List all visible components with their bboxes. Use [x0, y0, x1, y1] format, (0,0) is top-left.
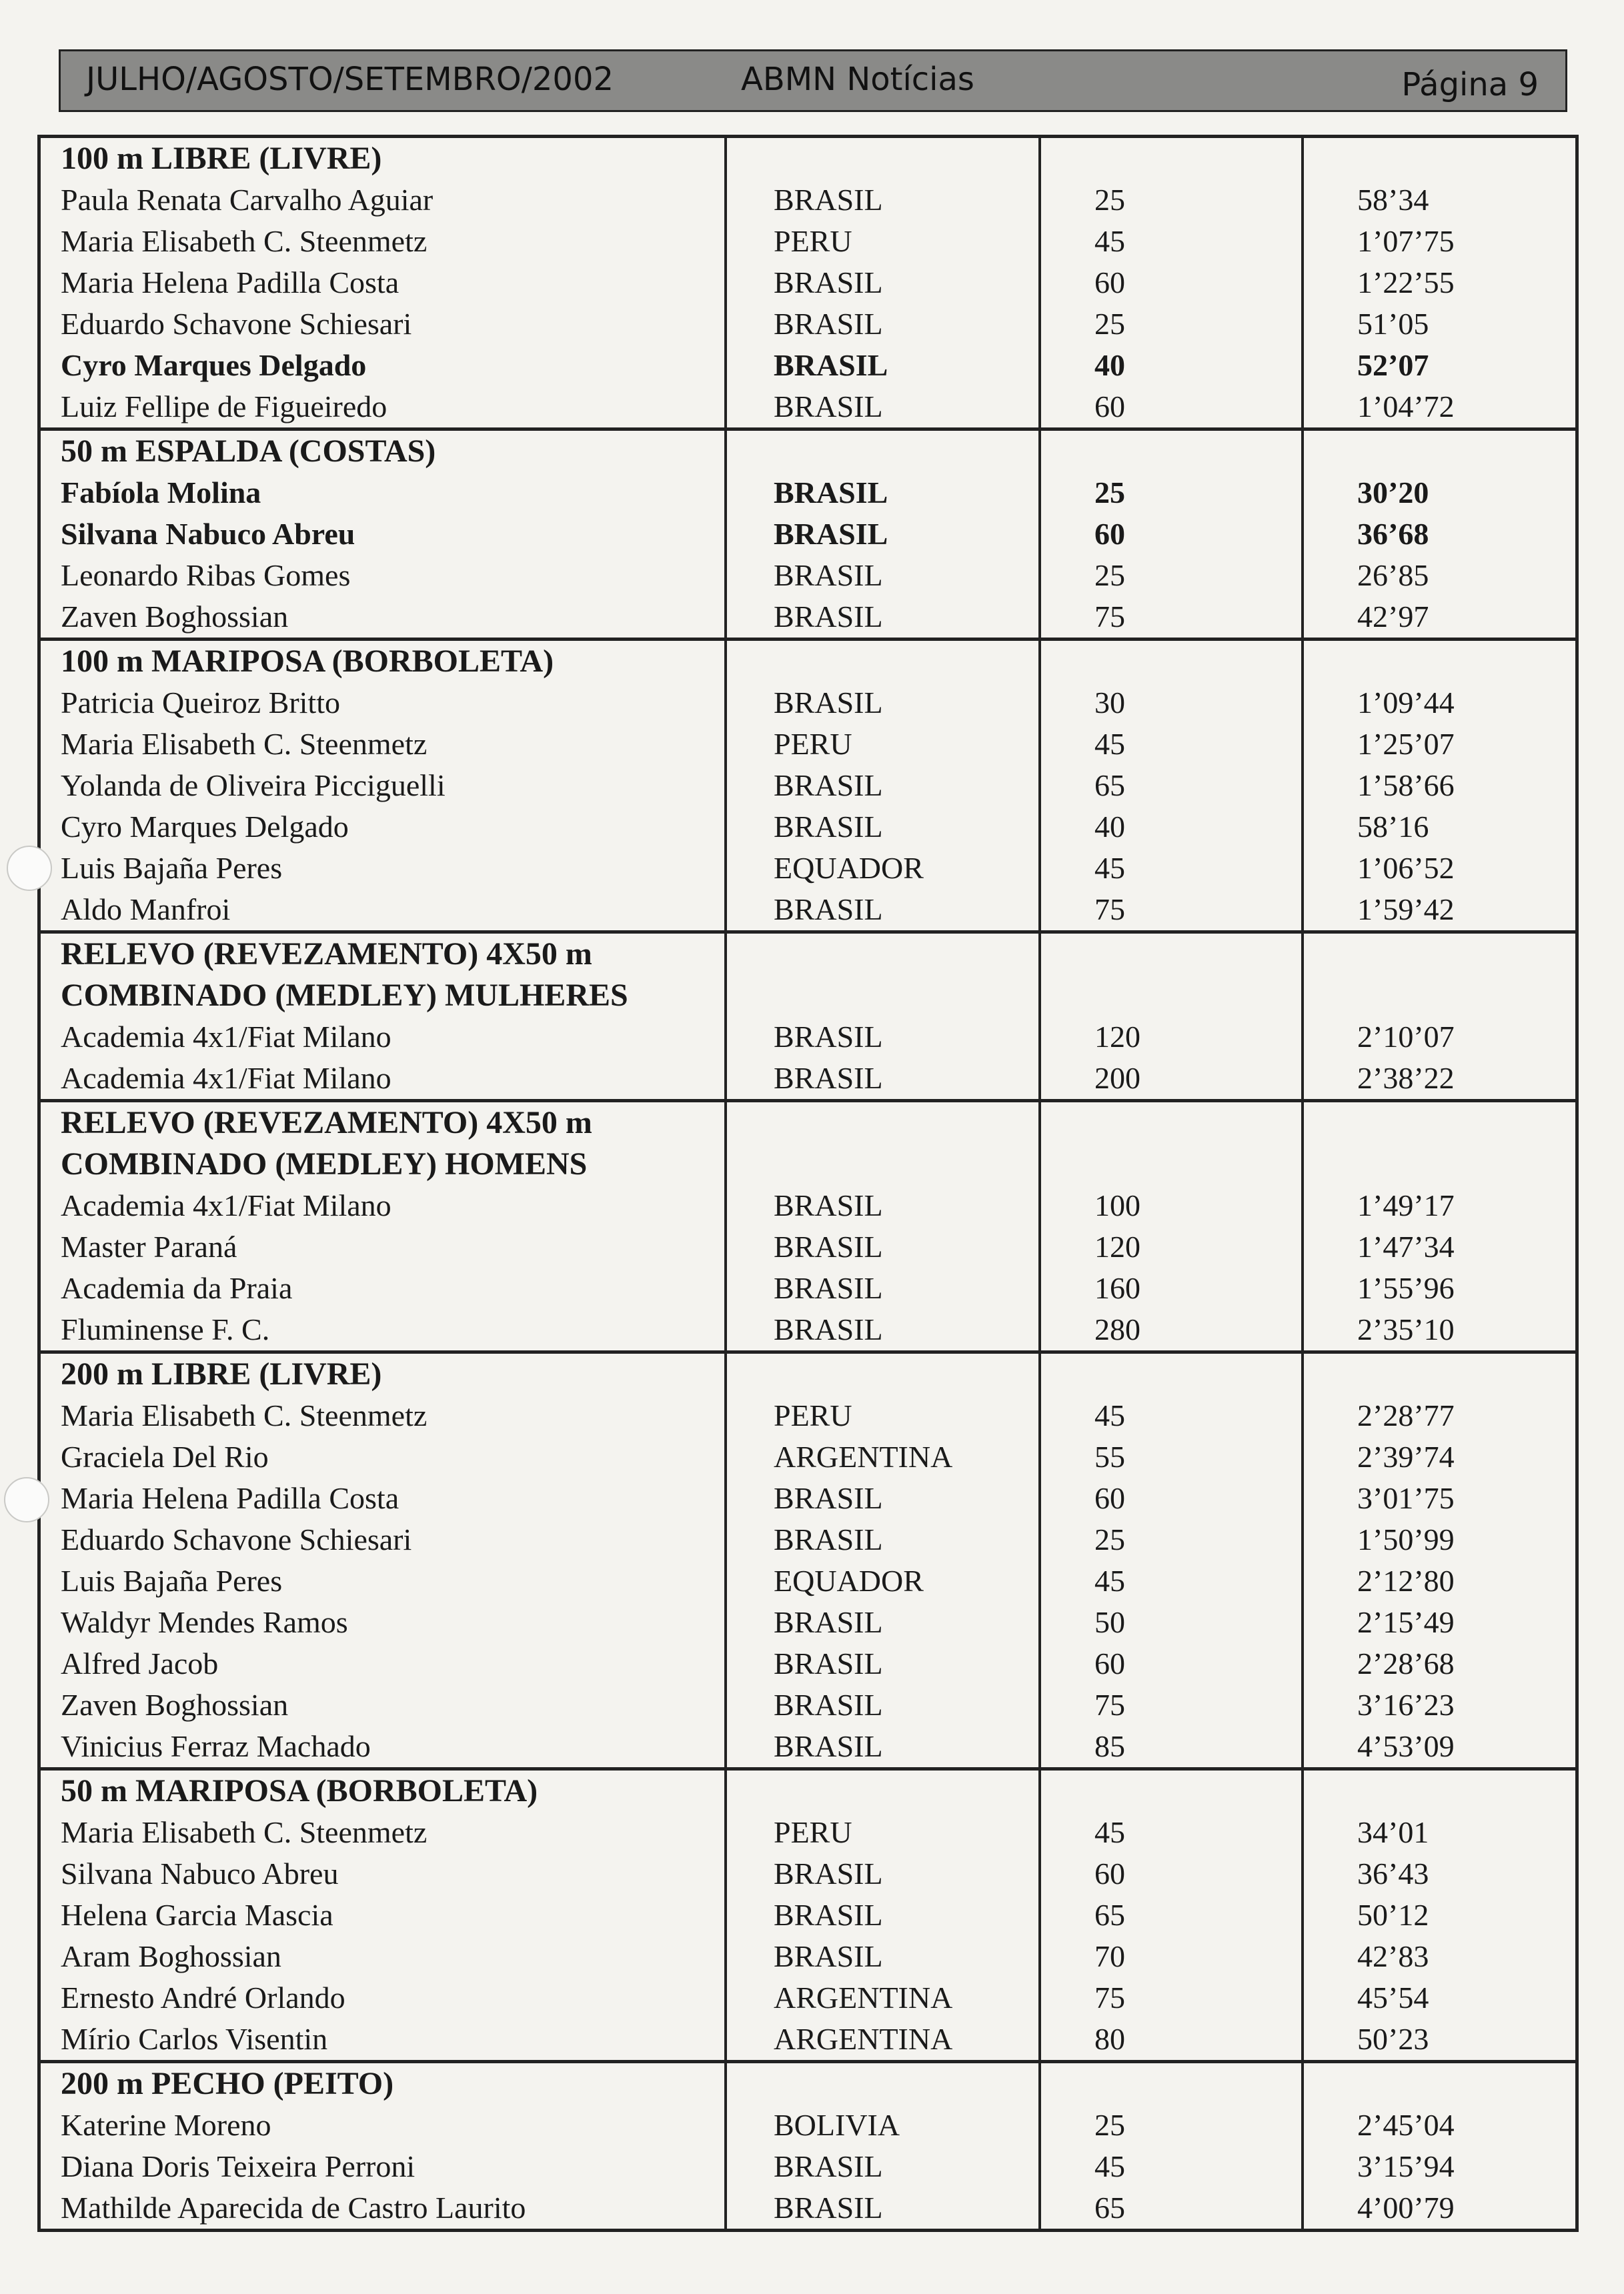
- empty-cell: [726, 1101, 1040, 1144]
- table-row: [41, 179, 1575, 221]
- age-category: 45: [1040, 221, 1303, 262]
- table-row: [41, 1436, 1575, 1478]
- age-category: 30: [1040, 682, 1303, 724]
- age-category: 280: [1040, 1309, 1303, 1352]
- result-time: 50’12: [1303, 1895, 1575, 1936]
- swimmer-name: Maria Helena Padilla Costa: [61, 1481, 399, 1515]
- page-number: Página 9: [1401, 66, 1539, 103]
- empty-cell: [1303, 1769, 1575, 1813]
- swimmer-name: Maria Elisabeth C. Steenmetz: [61, 1398, 428, 1432]
- swimmer-name: Patricia Queiroz Britto: [61, 686, 340, 720]
- result-time: 1’47’34: [1303, 1226, 1575, 1268]
- age-category: 45: [1040, 2146, 1303, 2187]
- age-category: 55: [1040, 1436, 1303, 1478]
- table-row: [41, 2019, 1575, 2062]
- result-time: 2’35’10: [1303, 1309, 1575, 1352]
- country: ARGENTINA: [726, 2019, 1040, 2062]
- section-header: [41, 1101, 1575, 1144]
- result-time: 42’97: [1303, 596, 1575, 640]
- empty-cell: [726, 1769, 1040, 1813]
- age-category: 100: [1040, 1185, 1303, 1226]
- table-row: [41, 386, 1575, 429]
- country: BRASIL: [726, 1726, 1040, 1769]
- age-category: 75: [1040, 596, 1303, 640]
- country: BRASIL: [726, 2146, 1040, 2187]
- age-category: 120: [1040, 1226, 1303, 1268]
- age-category: 25: [1040, 472, 1303, 513]
- swimmer-name: Vinicius Ferraz Machado: [61, 1729, 371, 1763]
- empty-cell: [1303, 429, 1575, 473]
- empty-cell: [1040, 2062, 1303, 2105]
- age-category: 60: [1040, 513, 1303, 555]
- swimmer-name: Maria Elisabeth C. Steenmetz: [61, 1815, 428, 1849]
- age-category: 25: [1040, 555, 1303, 596]
- country: BRASIL: [726, 1058, 1040, 1101]
- result-time: 45’54: [1303, 1977, 1575, 2019]
- swimmer-name: Mírio Carlos Visentin: [61, 2022, 328, 2056]
- event-title: 50 m ESPALDA (COSTAS): [41, 429, 726, 473]
- country: BRASIL: [726, 2187, 1040, 2229]
- result-time: 2’38’22: [1303, 1058, 1575, 1101]
- event-title: 100 m MARIPOSA (BORBOLETA): [41, 640, 726, 683]
- empty-cell: [1040, 932, 1303, 976]
- event-title: RELEVO (REVEZAMENTO) 4X50 m: [41, 1101, 726, 1144]
- empty-cell: [1303, 640, 1575, 683]
- publication-title: ABMN Notícias: [741, 61, 974, 98]
- age-category: 60: [1040, 1478, 1303, 1519]
- section-header: [41, 640, 1575, 683]
- event-title: RELEVO (REVEZAMENTO) 4X50 m: [41, 932, 726, 976]
- table-row: [41, 262, 1575, 303]
- swimmer-name: Silvana Nabuco Abreu: [61, 1857, 339, 1891]
- table-row: [41, 1309, 1575, 1352]
- table-row: [41, 345, 1575, 386]
- result-time: 2’28’77: [1303, 1395, 1575, 1436]
- table-row: [41, 1936, 1575, 1977]
- swimmer-name: Aram Boghossian: [61, 1939, 281, 1973]
- result-time: 4’00’79: [1303, 2187, 1575, 2229]
- age-category: 60: [1040, 1853, 1303, 1895]
- country: BRASIL: [726, 262, 1040, 303]
- table-row: [41, 1268, 1575, 1309]
- table-row: [41, 848, 1575, 889]
- empty-cell: [1040, 640, 1303, 683]
- country: BRASIL: [726, 472, 1040, 513]
- swimmer-name: Academia da Praia: [61, 1271, 293, 1305]
- empty-cell: [1303, 137, 1575, 180]
- result-time: 42’83: [1303, 1936, 1575, 1977]
- empty-cell: [1303, 975, 1575, 1016]
- table-row: [41, 1726, 1575, 1769]
- result-time: 2’28’68: [1303, 1643, 1575, 1684]
- swimmer-name: Master Paraná: [61, 1230, 237, 1264]
- age-category: 80: [1040, 2019, 1303, 2062]
- table-row: [41, 221, 1575, 262]
- table-row: [41, 1812, 1575, 1853]
- swimmer-name: Katerine Moreno: [61, 2108, 271, 2142]
- age-category: 120: [1040, 1016, 1303, 1058]
- result-time: 1’09’44: [1303, 682, 1575, 724]
- empty-cell: [726, 932, 1040, 976]
- country: BOLIVIA: [726, 2105, 1040, 2146]
- empty-cell: [1303, 1352, 1575, 1396]
- country: BRASIL: [726, 386, 1040, 429]
- event-title: 200 m PECHO (PEITO): [41, 2062, 726, 2105]
- swimmer-name: Waldyr Mendes Ramos: [61, 1605, 348, 1639]
- table-row: [41, 1478, 1575, 1519]
- swimmer-name: Helena Garcia Mascia: [61, 1898, 333, 1932]
- table-row: [41, 1058, 1575, 1101]
- result-time: 2’10’07: [1303, 1016, 1575, 1058]
- page-header: [59, 49, 1567, 112]
- section-header: [41, 975, 1575, 1016]
- country: BRASIL: [726, 303, 1040, 345]
- swimmer-name: Fabíola Molina: [61, 475, 261, 509]
- age-category: 60: [1040, 386, 1303, 429]
- swimmer-name: Academia 4x1/Fiat Milano: [61, 1061, 391, 1095]
- section-header: [41, 429, 1575, 473]
- empty-cell: [726, 1352, 1040, 1396]
- table-row: [41, 303, 1575, 345]
- table-row: [41, 2105, 1575, 2146]
- event-title: COMBINADO (MEDLEY) HOMENS: [61, 1146, 588, 1182]
- country: BRASIL: [726, 1684, 1040, 1726]
- table-row: [41, 1560, 1575, 1602]
- country: EQUADOR: [726, 1560, 1040, 1602]
- result-time: 1’06’52: [1303, 848, 1575, 889]
- swimmer-name: Maria Elisabeth C. Steenmetz: [61, 727, 428, 761]
- result-time: 30’20: [1303, 472, 1575, 513]
- table-row: [41, 1395, 1575, 1436]
- country: PERU: [726, 1812, 1040, 1853]
- country: BRASIL: [726, 1309, 1040, 1352]
- country: BRASIL: [726, 806, 1040, 848]
- result-time: 2’45’04: [1303, 2105, 1575, 2146]
- table-row: [41, 555, 1575, 596]
- country: BRASIL: [726, 1478, 1040, 1519]
- swimmer-name: Luis Bajaña Peres: [61, 1564, 283, 1598]
- country: BRASIL: [726, 1016, 1040, 1058]
- event-title: 50 m MARIPOSA (BORBOLETA): [41, 1769, 726, 1813]
- swimmer-name: Luis Bajaña Peres: [61, 851, 283, 885]
- table-row: [41, 1895, 1575, 1936]
- section-header: [41, 1352, 1575, 1396]
- swimmer-name: Fluminense F. C.: [61, 1312, 270, 1346]
- country: BRASIL: [726, 1643, 1040, 1684]
- table-row: [41, 889, 1575, 932]
- age-category: 25: [1040, 303, 1303, 345]
- table-row: [41, 1016, 1575, 1058]
- age-category: 45: [1040, 1812, 1303, 1853]
- country: BRASIL: [726, 1519, 1040, 1560]
- empty-cell: [1040, 429, 1303, 473]
- result-time: 1’58’66: [1303, 765, 1575, 806]
- table-row: [41, 1519, 1575, 1560]
- age-category: 45: [1040, 1560, 1303, 1602]
- country: ARGENTINA: [726, 1436, 1040, 1478]
- age-category: 40: [1040, 806, 1303, 848]
- age-category: 85: [1040, 1726, 1303, 1769]
- results-table: [37, 135, 1579, 2232]
- age-category: 75: [1040, 889, 1303, 932]
- age-category: 65: [1040, 1895, 1303, 1936]
- country: BRASIL: [726, 179, 1040, 221]
- age-category: 25: [1040, 1519, 1303, 1560]
- result-time: 58’16: [1303, 806, 1575, 848]
- swimmer-name: Ernesto André Orlando: [61, 1981, 345, 2015]
- event-title: COMBINADO (MEDLEY) MULHERES: [61, 978, 628, 1013]
- country: BRASIL: [726, 1936, 1040, 1977]
- empty-cell: [1040, 1144, 1303, 1185]
- country: BRASIL: [726, 555, 1040, 596]
- result-time: 1’07’75: [1303, 221, 1575, 262]
- country: BRASIL: [726, 1185, 1040, 1226]
- result-time: 1’25’07: [1303, 724, 1575, 765]
- result-time: 3’15’94: [1303, 2146, 1575, 2187]
- result-time: 1’59’42: [1303, 889, 1575, 932]
- age-category: 40: [1040, 345, 1303, 386]
- swimmer-name: Eduardo Schavone Schiesari: [61, 1522, 412, 1556]
- swimmer-name: Leonardo Ribas Gomes: [61, 558, 351, 592]
- country: BRASIL: [726, 889, 1040, 932]
- table-row: [41, 1684, 1575, 1726]
- country: BRASIL: [726, 1602, 1040, 1643]
- age-category: 200: [1040, 1058, 1303, 1101]
- age-category: 75: [1040, 1977, 1303, 2019]
- country: PERU: [726, 221, 1040, 262]
- result-time: 52’07: [1303, 345, 1575, 386]
- result-time: 2’12’80: [1303, 1560, 1575, 1602]
- age-category: 160: [1040, 1268, 1303, 1309]
- swimmer-name: Maria Helena Padilla Costa: [61, 265, 399, 299]
- result-time: 3’16’23: [1303, 1684, 1575, 1726]
- swimmer-name: Cyro Marques Delgado: [61, 348, 367, 382]
- event-title: 100 m LIBRE (LIVRE): [41, 137, 726, 180]
- empty-cell: [1040, 1352, 1303, 1396]
- table-row: [41, 1853, 1575, 1895]
- table-row: [41, 1643, 1575, 1684]
- table-row: [41, 1185, 1575, 1226]
- result-time: 51’05: [1303, 303, 1575, 345]
- age-category: 70: [1040, 1936, 1303, 1977]
- empty-cell: [1303, 932, 1575, 976]
- table-row: [41, 472, 1575, 513]
- result-time: 58’34: [1303, 179, 1575, 221]
- age-category: 25: [1040, 2105, 1303, 2146]
- result-time: 26’85: [1303, 555, 1575, 596]
- swimmer-name: Alfred Jacob: [61, 1646, 219, 1680]
- result-time: 4’53’09: [1303, 1726, 1575, 1769]
- table-row: [41, 806, 1575, 848]
- age-category: 45: [1040, 724, 1303, 765]
- table-row: [41, 2146, 1575, 2187]
- country: EQUADOR: [726, 848, 1040, 889]
- issue-date: JULHO/AGOSTO/SETEMBRO/2002: [86, 61, 614, 98]
- table-row: [41, 1977, 1575, 2019]
- country: BRASIL: [726, 1895, 1040, 1936]
- swimmer-name: Silvana Nabuco Abreu: [61, 517, 355, 551]
- swimmer-name: Cyro Marques Delgado: [61, 810, 349, 844]
- swimmer-name: Eduardo Schavone Schiesari: [61, 307, 412, 341]
- section-header: [41, 1144, 1575, 1185]
- empty-cell: [1040, 1769, 1303, 1813]
- section-header: [41, 932, 1575, 976]
- swimmer-name: Academia 4x1/Fiat Milano: [61, 1188, 391, 1222]
- section-header: [41, 137, 1575, 180]
- country: PERU: [726, 1395, 1040, 1436]
- result-time: 2’39’74: [1303, 1436, 1575, 1478]
- result-time: 3’01’75: [1303, 1478, 1575, 1519]
- table-row: [41, 1602, 1575, 1643]
- empty-cell: [1040, 975, 1303, 1016]
- result-time: 1’50’99: [1303, 1519, 1575, 1560]
- country: BRASIL: [726, 1268, 1040, 1309]
- swimmer-name: Aldo Manfroi: [61, 892, 231, 926]
- empty-cell: [726, 640, 1040, 683]
- event-title: 200 m LIBRE (LIVRE): [41, 1352, 726, 1396]
- empty-cell: [726, 975, 1040, 1016]
- age-category: 45: [1040, 848, 1303, 889]
- age-category: 60: [1040, 262, 1303, 303]
- empty-cell: [726, 2062, 1040, 2105]
- country: BRASIL: [726, 682, 1040, 724]
- table-row: [41, 2187, 1575, 2229]
- empty-cell: [1303, 2062, 1575, 2105]
- result-time: 50’23: [1303, 2019, 1575, 2062]
- country: BRASIL: [726, 765, 1040, 806]
- swimmer-name: Luiz Fellipe de Figueiredo: [61, 389, 387, 423]
- result-time: 36’68: [1303, 513, 1575, 555]
- swimmer-name: Paula Renata Carvalho Aguiar: [61, 183, 434, 217]
- age-category: 65: [1040, 2187, 1303, 2229]
- empty-cell: [1040, 137, 1303, 180]
- country: BRASIL: [726, 1853, 1040, 1895]
- table-row: [41, 1226, 1575, 1268]
- empty-cell: [1303, 1144, 1575, 1185]
- swimmer-name: Zaven Boghossian: [61, 1688, 289, 1722]
- punch-hole-bottom: [4, 1477, 49, 1522]
- section-header: [41, 2062, 1575, 2105]
- result-time: 1’49’17: [1303, 1185, 1575, 1226]
- empty-cell: [726, 137, 1040, 180]
- empty-cell: [726, 429, 1040, 473]
- swimmer-name: Mathilde Aparecida de Castro Laurito: [61, 2191, 526, 2225]
- section-header: [41, 1769, 1575, 1813]
- result-time: 1’04’72: [1303, 386, 1575, 429]
- table-row: [41, 765, 1575, 806]
- age-category: 45: [1040, 1395, 1303, 1436]
- country: BRASIL: [726, 1226, 1040, 1268]
- table-row: [41, 596, 1575, 640]
- country: BRASIL: [726, 345, 1040, 386]
- empty-cell: [1040, 1101, 1303, 1144]
- result-time: 1’55’96: [1303, 1268, 1575, 1309]
- country: BRASIL: [726, 596, 1040, 640]
- swimmer-name: Yolanda de Oliveira Picciguelli: [61, 768, 446, 802]
- table-row: [41, 724, 1575, 765]
- result-time: 34’01: [1303, 1812, 1575, 1853]
- empty-cell: [1303, 1101, 1575, 1144]
- result-time: 2’15’49: [1303, 1602, 1575, 1643]
- country: ARGENTINA: [726, 1977, 1040, 2019]
- country: BRASIL: [726, 513, 1040, 555]
- country: PERU: [726, 724, 1040, 765]
- result-time: 36’43: [1303, 1853, 1575, 1895]
- table-row: [41, 513, 1575, 555]
- swimmer-name: Graciela Del Rio: [61, 1440, 269, 1474]
- swimmer-name: Zaven Boghossian: [61, 600, 289, 634]
- swimmer-name: Maria Elisabeth C. Steenmetz: [61, 224, 428, 258]
- age-category: 50: [1040, 1602, 1303, 1643]
- age-category: 65: [1040, 765, 1303, 806]
- age-category: 60: [1040, 1643, 1303, 1684]
- swimmer-name: Diana Doris Teixeira Perroni: [61, 2149, 416, 2183]
- punch-hole-top: [7, 846, 52, 891]
- age-category: 25: [1040, 179, 1303, 221]
- swimmer-name: Academia 4x1/Fiat Milano: [61, 1020, 391, 1054]
- age-category: 75: [1040, 1684, 1303, 1726]
- table-row: [41, 682, 1575, 724]
- empty-cell: [726, 1144, 1040, 1185]
- result-time: 1’22’55: [1303, 262, 1575, 303]
